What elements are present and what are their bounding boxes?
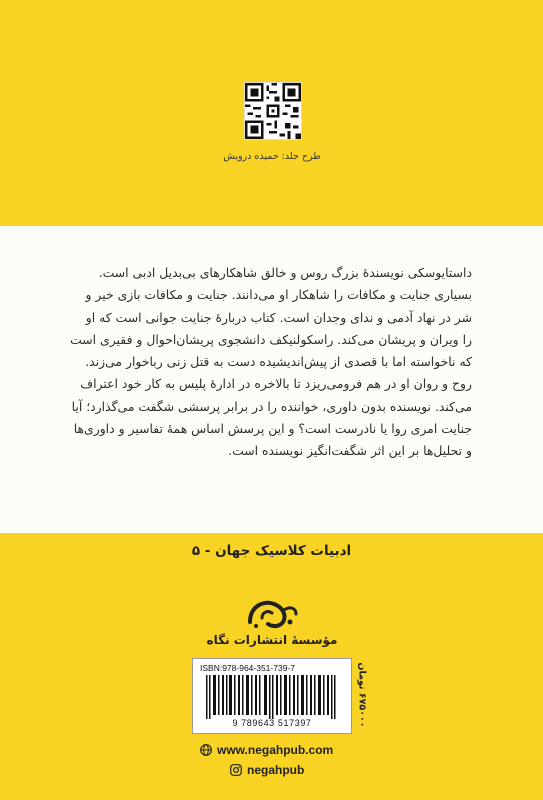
barcode-image bbox=[200, 675, 344, 719]
synopsis-line: را ویران و پریشان می‌کند. راسکولنیکف دانشجوی پریشان‌احوال و فقیری است bbox=[70, 331, 472, 347]
synopsis-line: که ناخواسته اما با قصدی از پیش‌اندیشیده دست به قتل زنی رباخوار می‌زند. bbox=[85, 354, 472, 370]
website-text: www.negahpub.com bbox=[217, 743, 334, 757]
instagram-text: negahpub bbox=[247, 763, 305, 777]
series-label bbox=[0, 533, 543, 569]
synopsis-line: جنایت امری روا یا نادرست است؟ و این پرسش اساس همهٔ تفاسیر و داوری‌ها bbox=[73, 421, 472, 437]
book-synopsis bbox=[66, 262, 472, 463]
synopsis-line: داستایوسکی نویسندهٔ بزرگ روس و خالق شاهکارهای بی‌بدیل ادبی است. bbox=[98, 265, 472, 280]
synopsis-line: شر در نهاد آدمی و ندای وجدان است. کتاب دربارهٔ جنایت جوانی است که او bbox=[85, 309, 472, 325]
barcode-label bbox=[192, 658, 352, 734]
publisher-name: مؤسسهٔ انتشارات نگاه bbox=[206, 633, 338, 647]
synopsis-line: و تحلیل‌ها بر این اثر شگفت‌انگیز نویسنده است. bbox=[228, 443, 472, 459]
isbn-text: ISBN:978-964-351-739-7 bbox=[200, 663, 295, 673]
qr-code bbox=[244, 82, 302, 140]
website-link[interactable] bbox=[200, 740, 333, 760]
instagram-icon bbox=[230, 764, 242, 776]
cover-designer-credit: طرح جلد: حمیده درویش bbox=[223, 151, 321, 162]
synopsis-line: روح و روان او در هم فرومی‌ریزد تا بالاخره در ادارهٔ پلیس به کار خود اعتراف bbox=[80, 376, 472, 392]
publisher-links bbox=[200, 740, 333, 780]
series-title: ادبیات کلاسیک جهان - ۵ bbox=[191, 543, 352, 559]
synopsis-line: بسیاری جنایت و مکافات را شاهکار او می‌دانند. جنایت و مکافات بازی خیر و bbox=[85, 287, 472, 303]
price-label bbox=[354, 658, 370, 732]
ean-number: 9 789643 517397 bbox=[232, 718, 312, 728]
price-text: ۶۷۵۰۰۰ تومان bbox=[356, 662, 368, 728]
instagram-link[interactable] bbox=[230, 760, 333, 780]
publisher-logo-icon bbox=[240, 596, 304, 632]
synopsis-line: می‌کند. نویسنده بدون داوری، خواننده را در برابر پرسشی شگفت می‌گذارد؛ آیا bbox=[71, 398, 472, 414]
globe-icon bbox=[200, 744, 212, 756]
